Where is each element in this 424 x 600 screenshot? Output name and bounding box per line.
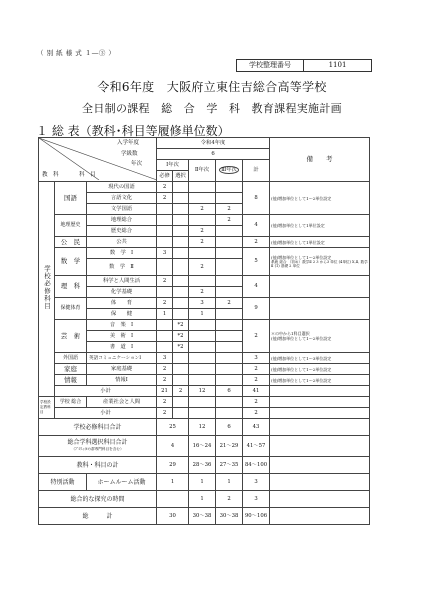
table-cell bbox=[189, 215, 216, 226]
table-cell: 30～38 bbox=[216, 508, 243, 525]
table-cell bbox=[157, 204, 173, 215]
table-cell bbox=[189, 182, 216, 193]
table-cell: (他)増加単位として1～2単位設定 系統 総合 （初め）数学Ⅱ 2 3 から3 単位 (4単位) Ⅹ,Ⅱ, 数学Ⅱ (1) 基礎 2 単位 bbox=[270, 248, 370, 276]
table-cell bbox=[216, 364, 243, 375]
table-cell: ホームルーム活動 bbox=[87, 474, 157, 491]
table-cell bbox=[157, 215, 173, 226]
table-cell: 体 育 bbox=[87, 298, 157, 309]
table-cell: 数 学 Ⅱ bbox=[87, 259, 157, 276]
table-cell: 保健体育 bbox=[55, 298, 87, 320]
table-cell: 27～35 bbox=[216, 457, 243, 474]
table-cell bbox=[216, 237, 243, 248]
table-cell: 小計 bbox=[55, 408, 157, 419]
table-row bbox=[39, 320, 370, 331]
total-row bbox=[39, 436, 370, 457]
table-cell bbox=[216, 276, 243, 287]
table-cell: 情報 bbox=[55, 375, 87, 386]
table-cell: 外国語 bbox=[55, 353, 87, 364]
table-row bbox=[39, 364, 370, 375]
table-cell: 3 bbox=[157, 248, 173, 259]
table-cell: 2 bbox=[157, 364, 173, 375]
table-cell bbox=[270, 397, 370, 408]
table-cell: 教科・科目の計 bbox=[39, 457, 157, 474]
school-id-label: 学校整理番号 bbox=[237, 60, 304, 71]
table-cell: 情報Ⅰ bbox=[87, 375, 157, 386]
entry-year-value: 令和4年度 bbox=[157, 138, 270, 149]
school-required-label: 学校必修科目 bbox=[39, 182, 55, 397]
table-cell bbox=[216, 259, 243, 276]
subtotal-row bbox=[39, 408, 370, 419]
table-cell: 1 bbox=[189, 309, 216, 320]
table-row bbox=[39, 237, 370, 248]
form-number: （ 別 紙 様 式 １―③ ） bbox=[37, 49, 116, 57]
table-cell bbox=[270, 474, 370, 491]
table-cell: 1 bbox=[189, 474, 216, 491]
total-row bbox=[39, 491, 370, 508]
table-cell: 6 bbox=[216, 386, 243, 397]
table-cell bbox=[189, 276, 216, 287]
table-cell bbox=[157, 331, 173, 342]
table-cell: 産業社会と人間 bbox=[87, 397, 157, 408]
table-cell bbox=[189, 342, 216, 353]
table-cell bbox=[173, 248, 189, 259]
table-cell: 3 bbox=[189, 298, 216, 309]
table-cell: 1 bbox=[216, 474, 243, 491]
table-cell: 数 学 Ⅰ bbox=[87, 248, 157, 259]
curriculum-table bbox=[38, 137, 370, 525]
table-cell: 学校設定教科目 bbox=[39, 397, 55, 419]
grade3-header: Ⅲ年次 bbox=[216, 160, 243, 182]
table-cell bbox=[173, 226, 189, 237]
table-cell: 言語文化 bbox=[87, 193, 157, 204]
table-cell: 21 bbox=[157, 386, 173, 397]
table-cell: 2 bbox=[157, 193, 173, 204]
table-cell: 2 bbox=[216, 298, 243, 309]
h-class-count: 学級数 bbox=[121, 151, 138, 157]
class-count-value: 6 bbox=[157, 149, 270, 160]
table-cell: 41 bbox=[243, 386, 270, 397]
table-cell: 30～38 bbox=[189, 508, 216, 525]
table-cell: 地理歴史 bbox=[55, 215, 87, 237]
total-cell: 8 bbox=[243, 182, 270, 215]
table-cell bbox=[173, 259, 189, 276]
table-cell bbox=[216, 320, 243, 331]
table-cell bbox=[173, 375, 189, 386]
table-cell: 2 bbox=[157, 408, 173, 419]
table-cell: 12 bbox=[189, 419, 216, 436]
table-cell bbox=[270, 276, 370, 298]
table-cell: 43 bbox=[243, 419, 270, 436]
table-cell: 5 bbox=[243, 248, 270, 276]
table-cell: 3 bbox=[243, 491, 270, 508]
table-cell: 2 bbox=[216, 204, 243, 215]
grade2-header: Ⅱ年次 bbox=[189, 160, 216, 182]
table-cell bbox=[189, 248, 216, 259]
table-cell bbox=[189, 331, 216, 342]
table-cell: 2 bbox=[173, 386, 189, 397]
table-cell: (他)増加単位として1～2単位設定 bbox=[270, 375, 370, 386]
table-cell bbox=[157, 259, 173, 276]
table-cell: 90～106 bbox=[243, 508, 270, 525]
table-cell bbox=[189, 408, 216, 419]
table-cell: 3 bbox=[243, 474, 270, 491]
table-cell: 地理総合 bbox=[87, 215, 157, 226]
table-cell bbox=[189, 397, 216, 408]
table-cell bbox=[216, 353, 243, 364]
table-cell bbox=[216, 331, 243, 342]
table-cell: 公共 bbox=[87, 237, 157, 248]
table-cell bbox=[173, 298, 189, 309]
table-cell: 12 bbox=[189, 386, 216, 397]
table-row bbox=[39, 375, 370, 386]
table-cell: 84～100 bbox=[243, 457, 270, 474]
table-row bbox=[39, 182, 370, 193]
table-cell bbox=[173, 215, 189, 226]
h-kamoku: 科 目 bbox=[79, 172, 96, 178]
table-cell bbox=[270, 508, 370, 525]
table-cell: 学校 総合 bbox=[55, 397, 87, 408]
table-row bbox=[39, 353, 370, 364]
table-cell bbox=[270, 408, 370, 419]
table-cell: (他)増加単位として1単位設定 bbox=[270, 237, 370, 248]
table-cell bbox=[157, 342, 173, 353]
table-cell: 美 術 Ⅰ bbox=[87, 331, 157, 342]
table-cell: 家庭基礎 bbox=[87, 364, 157, 375]
table-cell bbox=[173, 397, 189, 408]
table-cell: 3 bbox=[243, 353, 270, 364]
table-cell: 2 bbox=[157, 276, 173, 287]
table-cell bbox=[173, 309, 189, 320]
subtotal-row bbox=[39, 386, 370, 397]
table-cell: 公 民 bbox=[55, 237, 87, 248]
table-cell: (他)増加単位として1単位設定 bbox=[270, 215, 370, 237]
table-cell bbox=[270, 298, 370, 320]
table-cell: 文学国語 bbox=[87, 204, 157, 215]
table-cell: 25 bbox=[157, 419, 189, 436]
grand-total-row bbox=[39, 508, 370, 525]
table-cell: ＊の中から1科目選択 (他)増加単位として1～2単位設定 bbox=[270, 320, 370, 353]
remarks-header: 備 考 bbox=[270, 138, 370, 182]
subject-label: 現代の国語 bbox=[87, 182, 157, 193]
table-cell bbox=[216, 342, 243, 353]
table-cell: 2 bbox=[189, 226, 216, 237]
table-cell: 2 bbox=[157, 298, 173, 309]
table-cell bbox=[216, 287, 243, 298]
table-cell bbox=[216, 397, 243, 408]
table-cell: 2 bbox=[243, 364, 270, 375]
table-cell: 2 bbox=[189, 204, 216, 215]
total-row bbox=[39, 457, 370, 474]
table-cell: 4 bbox=[243, 276, 270, 298]
required-header: 必修 bbox=[157, 171, 173, 182]
table-cell: (他)増加単位として1～3単位設定 bbox=[270, 353, 370, 364]
table-cell: 特別活動 bbox=[39, 474, 87, 491]
table-cell bbox=[270, 491, 370, 508]
table-cell: 2 bbox=[243, 408, 270, 419]
table-cell: 1 bbox=[157, 474, 189, 491]
remarks-cell: (他)増加単位として1～2単位設定 bbox=[270, 182, 370, 215]
table-cell bbox=[173, 237, 189, 248]
header-corner bbox=[39, 138, 157, 182]
table-cell: 2 bbox=[157, 397, 173, 408]
table-cell: 2 bbox=[157, 375, 173, 386]
table-cell: 2 bbox=[243, 375, 270, 386]
table-cell bbox=[157, 491, 189, 508]
table-cell: 書 道 Ⅰ bbox=[87, 342, 157, 353]
table-cell bbox=[173, 364, 189, 375]
table-cell: 総合学科選択科目合計 （ﾌﾟﾛﾌｨｲﾙﾏﾝ群専門科目を含む） bbox=[39, 436, 157, 457]
elective-header: 選択 bbox=[173, 171, 189, 182]
table-cell bbox=[216, 408, 243, 419]
total-row bbox=[39, 419, 370, 436]
table-cell: 21～29 bbox=[216, 436, 243, 457]
table-cell bbox=[216, 226, 243, 237]
table-row bbox=[39, 397, 370, 408]
h-kyoka: 教 科 bbox=[42, 172, 59, 178]
table-cell: 理 科 bbox=[55, 276, 87, 298]
document-title: 令和6年度 大阪府立東住吉総合高等学校 bbox=[97, 80, 327, 94]
table-cell bbox=[173, 408, 189, 419]
table-cell bbox=[173, 193, 189, 204]
table-cell: *2 bbox=[173, 342, 189, 353]
table-cell: 保 健 bbox=[87, 309, 157, 320]
table-cell: 2 bbox=[216, 215, 243, 226]
table-row bbox=[39, 276, 370, 287]
table-cell bbox=[189, 353, 216, 364]
table-cell: 学校必修科目合計 bbox=[39, 419, 157, 436]
table-cell bbox=[189, 193, 216, 204]
table-cell bbox=[173, 287, 189, 298]
table-cell bbox=[270, 419, 370, 436]
table-cell: 総合的な探究の時間 bbox=[39, 491, 157, 508]
table-cell: 数 学 bbox=[55, 248, 87, 276]
table-row bbox=[39, 298, 370, 309]
table-row bbox=[39, 215, 370, 226]
table-cell: 30 bbox=[157, 508, 189, 525]
table-cell bbox=[216, 375, 243, 386]
table-cell bbox=[270, 386, 370, 397]
table-cell: 16～24 bbox=[189, 436, 216, 457]
table-cell: 総 計 bbox=[39, 508, 157, 525]
table-cell: 41～57 bbox=[243, 436, 270, 457]
table-cell: *2 bbox=[173, 331, 189, 342]
table-cell: 歴史総合 bbox=[87, 226, 157, 237]
table-cell bbox=[216, 193, 243, 204]
table-cell bbox=[173, 276, 189, 287]
table-cell bbox=[216, 248, 243, 259]
table-cell bbox=[270, 457, 370, 474]
table-cell: 家庭 bbox=[55, 364, 87, 375]
table-cell bbox=[189, 375, 216, 386]
table-cell: 1 bbox=[189, 491, 216, 508]
table-cell bbox=[173, 204, 189, 215]
section-heading: １ 総 表（教科･科目等履修単位数） bbox=[36, 124, 230, 138]
table-cell: 英語コミュニケーションⅠ bbox=[87, 353, 157, 364]
table-cell: 2 bbox=[243, 397, 270, 408]
table-cell: 2 bbox=[243, 237, 270, 248]
table-cell: (他)増加単位として1～2単位設定 bbox=[270, 364, 370, 375]
table-cell bbox=[173, 353, 189, 364]
table-cell bbox=[157, 287, 173, 298]
table-cell: 化学基礎 bbox=[87, 287, 157, 298]
total-header: 計 bbox=[243, 160, 270, 182]
document-subtitle: 全日制の課程 総 合 学 科 教育課程実施計画 bbox=[82, 102, 342, 115]
table-cell: 6 bbox=[216, 419, 243, 436]
h-grade: 年次 bbox=[131, 161, 143, 167]
table-cell: 3 bbox=[157, 353, 173, 364]
h-entry-year: 入学年度 bbox=[117, 140, 140, 146]
school-id-box bbox=[236, 59, 372, 72]
total-row bbox=[39, 474, 370, 491]
school-id-value: 1101 bbox=[328, 61, 347, 69]
table-cell: 2 bbox=[157, 182, 173, 193]
table-cell: 2 bbox=[216, 491, 243, 508]
table-cell: 9 bbox=[243, 298, 270, 320]
table-cell: 科学と人間生活 bbox=[87, 276, 157, 287]
group-label: 国語 bbox=[55, 182, 87, 215]
table-cell: 29 bbox=[157, 457, 189, 474]
table-cell bbox=[157, 237, 173, 248]
table-cell bbox=[173, 182, 189, 193]
table-cell bbox=[270, 436, 370, 457]
table-cell: 2 bbox=[189, 287, 216, 298]
table-cell bbox=[216, 309, 243, 320]
table-cell: 2 bbox=[189, 237, 216, 248]
table-cell bbox=[216, 182, 243, 193]
table-cell: 4 bbox=[243, 215, 270, 237]
table-cell bbox=[157, 226, 173, 237]
table-cell: 2 bbox=[189, 259, 216, 276]
table-row bbox=[39, 248, 370, 259]
table-cell: *2 bbox=[173, 320, 189, 331]
table-cell: 1 bbox=[157, 309, 173, 320]
table-cell: 2 bbox=[243, 320, 270, 353]
table-cell bbox=[189, 320, 216, 331]
table-cell: 芸 術 bbox=[55, 320, 87, 353]
table-cell: 4 bbox=[157, 436, 189, 457]
table-cell: 28～36 bbox=[189, 457, 216, 474]
grade1-header: Ⅰ年次 bbox=[157, 160, 189, 171]
table-cell: 小計 bbox=[55, 386, 157, 397]
table-cell bbox=[157, 320, 173, 331]
table-cell bbox=[189, 364, 216, 375]
table-cell: 音 楽 Ⅰ bbox=[87, 320, 157, 331]
